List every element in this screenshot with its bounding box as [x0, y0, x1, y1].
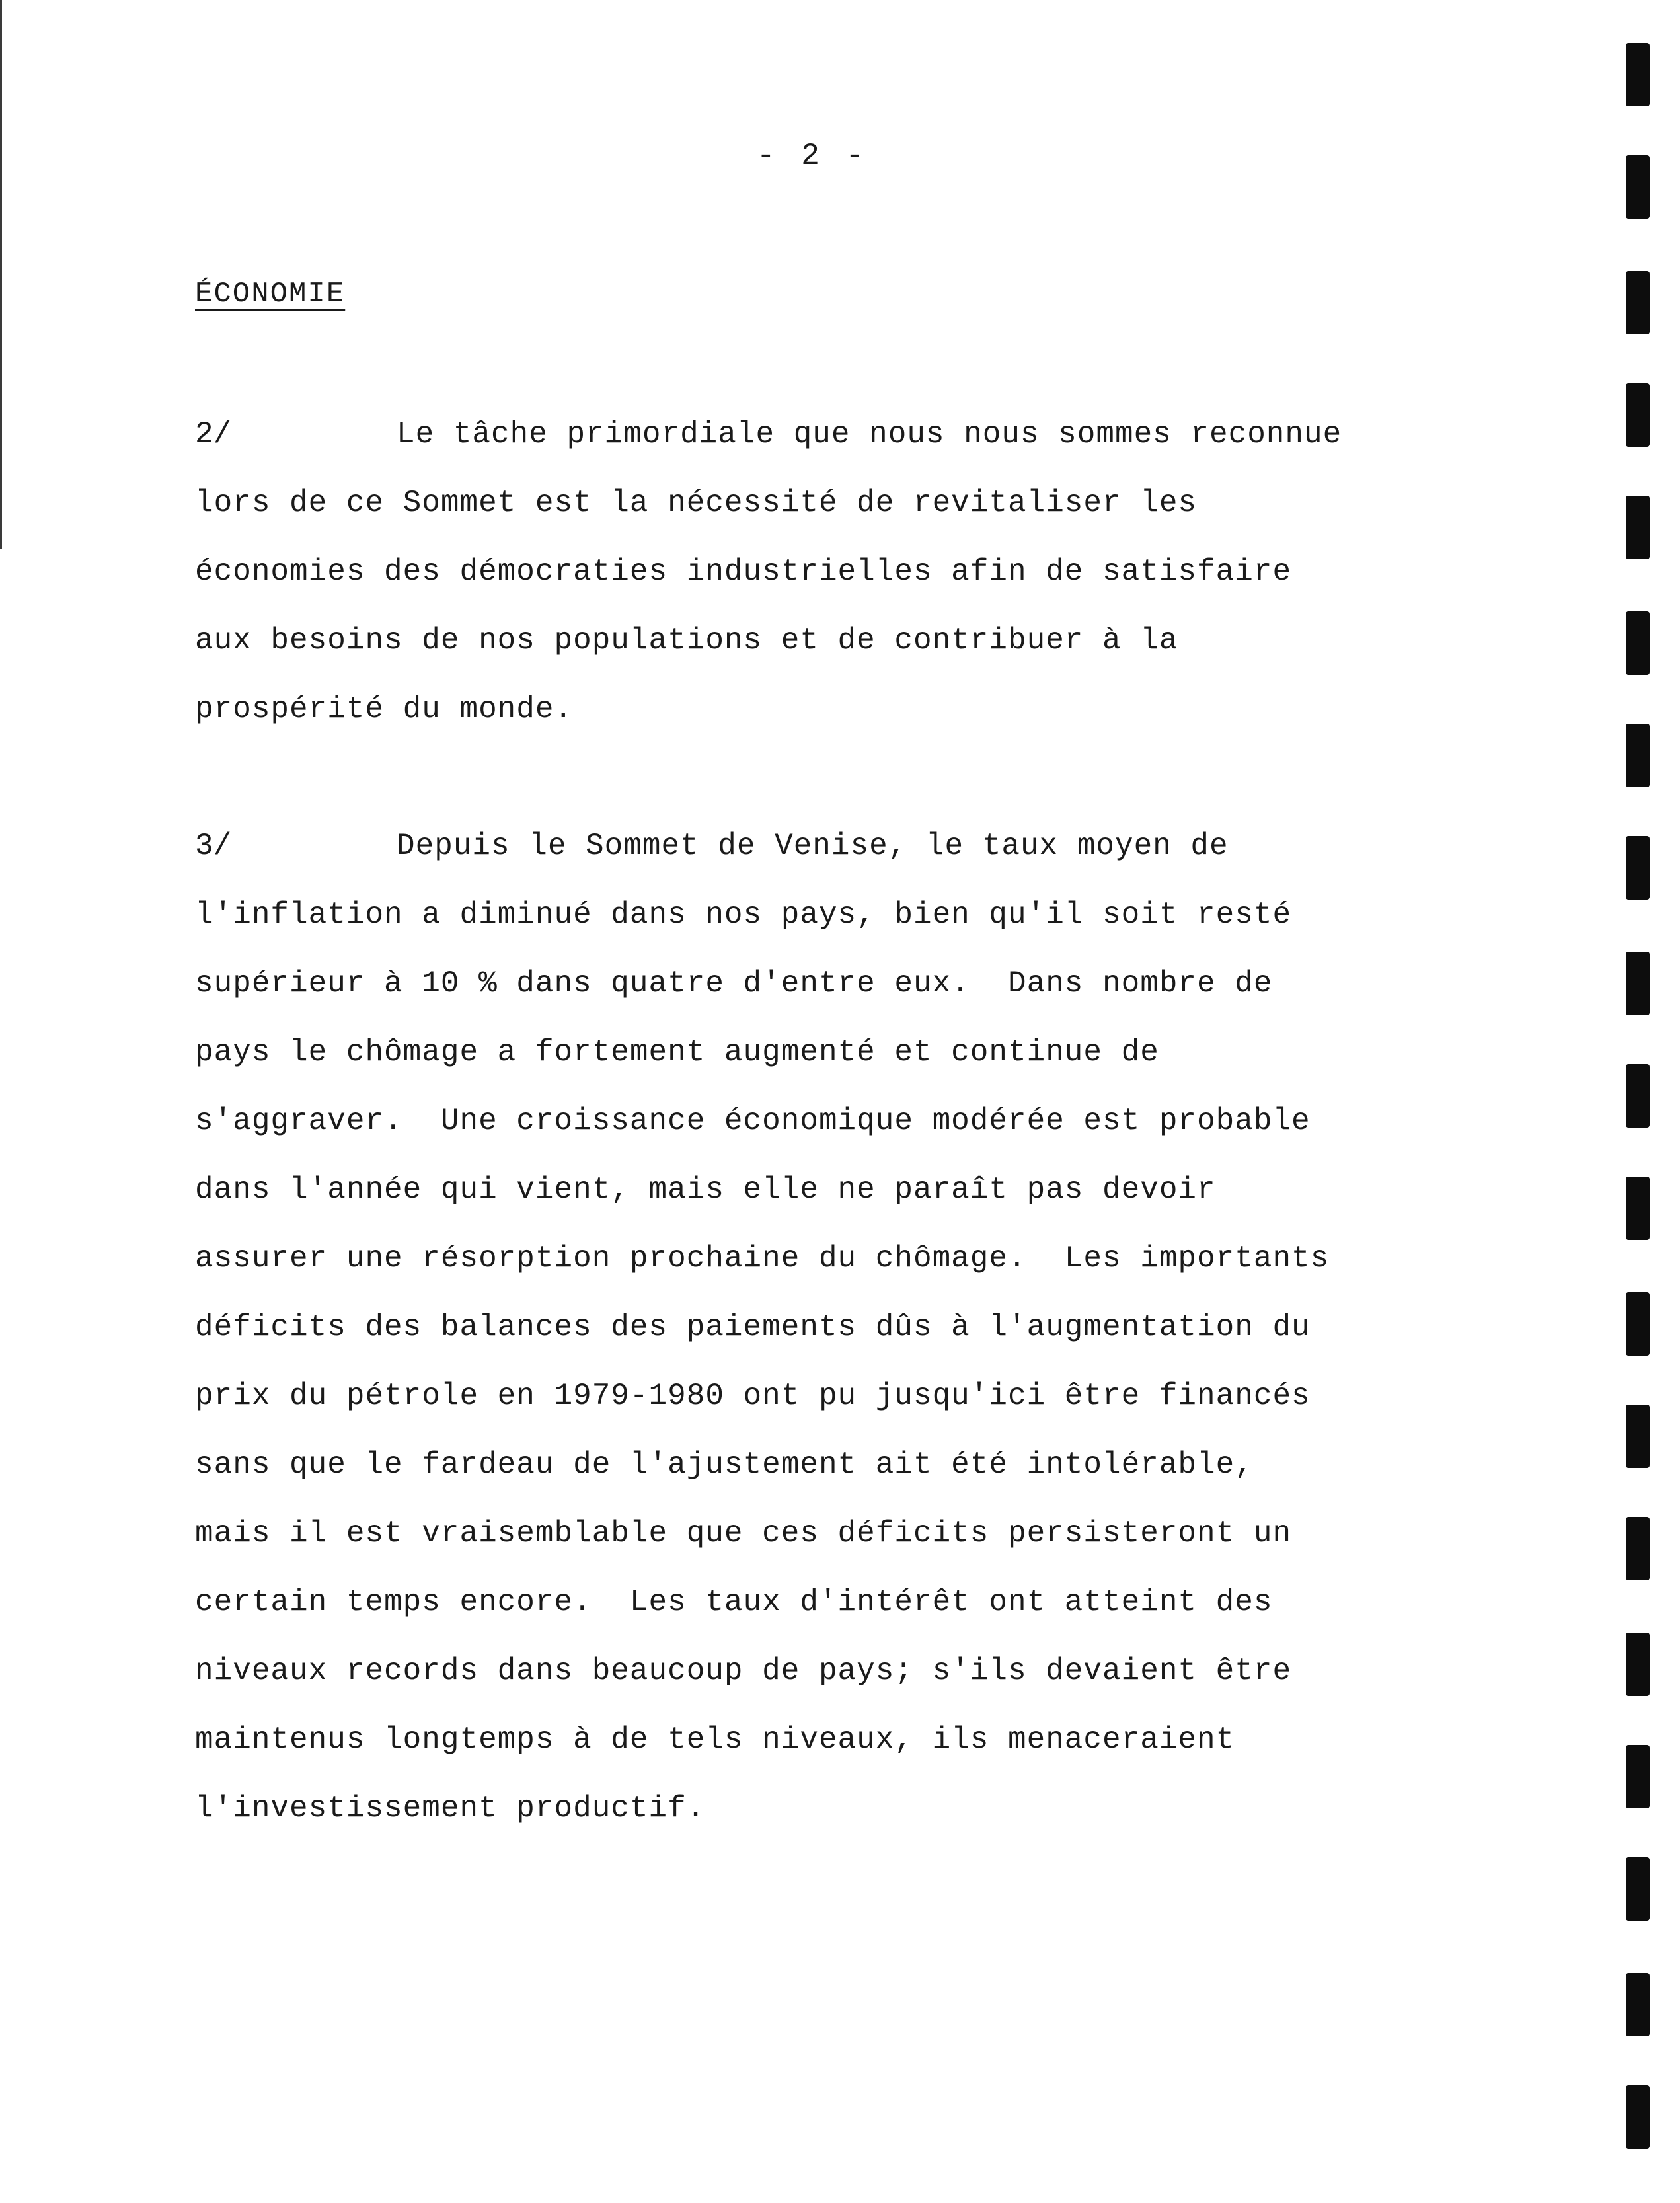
paragraph-line: sans que le fardeau de l'ajustement ait été intolérable,	[195, 1448, 1254, 1482]
film-mark	[1626, 1292, 1650, 1356]
paragraph-2	[195, 400, 1424, 744]
paragraph-line: supérieur à 10 % dans quatre d'entre eux. Dans nombre de	[195, 966, 1273, 1001]
paragraph-line: certain temps encore. Les taux d'intérêt ont atteint des	[195, 1585, 1273, 1619]
paragraph-line: dans l'année qui vient, mais elle ne paraît pas devoir	[195, 1173, 1216, 1207]
film-mark	[1626, 2085, 1650, 2149]
paragraph-line: Depuis le Sommet de Venise, le taux moyen de	[397, 829, 1229, 863]
paragraph-line: l'inflation a diminué dans nos pays, bien qu'il soit resté	[195, 898, 1292, 932]
paragraph-line: l'investissement productif.	[195, 1791, 706, 1826]
film-mark	[1626, 496, 1650, 559]
paragraph-line: assurer une résorption prochaine du chômage. Les importants	[195, 1241, 1330, 1276]
film-mark	[1626, 1064, 1650, 1128]
film-mark	[1626, 724, 1650, 787]
paragraph-number: 2/	[195, 417, 232, 451]
paragraph-line: niveaux records dans beaucoup de pays; s'ils devaient être	[195, 1654, 1292, 1688]
paragraph-line: lors de ce Sommet est la nécessité de revitaliser les	[195, 486, 1198, 520]
film-mark	[1626, 1405, 1650, 1468]
paragraph-line: pays le chômage a fortement augmenté et continue de	[195, 1035, 1159, 1069]
scan-filmstrip	[1626, 0, 1652, 2203]
paragraph-line: s'aggraver. Une croissance économique modérée est probable	[195, 1104, 1311, 1138]
paragraph-number: 3/	[195, 829, 232, 863]
film-mark	[1626, 383, 1650, 447]
paragraph-line: déficits des balances des paiements dûs à l'augmentation du	[195, 1310, 1311, 1344]
paragraph-3	[195, 812, 1424, 1843]
film-mark	[1626, 155, 1650, 219]
film-mark	[1626, 1517, 1650, 1580]
paragraph-line: aux besoins de nos populations et de contribuer à la	[195, 623, 1178, 658]
paragraph-line: maintenus longtemps à de tels niveaux, ils menaceraient	[195, 1722, 1235, 1757]
page-left-edge	[0, 0, 2, 549]
paragraph-line: mais il est vraisemblable que ces déficits persisteront un	[195, 1516, 1292, 1551]
film-mark	[1626, 1745, 1650, 1808]
film-mark	[1626, 1177, 1650, 1240]
paragraph-line: économies des démocraties industrielles afin de satisfaire	[195, 555, 1292, 589]
film-mark	[1626, 271, 1650, 334]
paragraph-line: prospérité du monde.	[195, 692, 574, 726]
paragraph-line: Le tâche primordiale que nous nous sommes reconnue	[397, 417, 1342, 451]
film-mark	[1626, 43, 1650, 106]
film-mark	[1626, 611, 1650, 675]
film-mark	[1626, 952, 1650, 1015]
film-mark	[1626, 1973, 1650, 2036]
film-mark	[1626, 1857, 1650, 1921]
film-mark	[1626, 836, 1650, 900]
page-number: - 2 -	[757, 139, 868, 173]
section-heading: ÉCONOMIE	[195, 278, 346, 311]
film-mark	[1626, 1633, 1650, 1696]
paragraph-line: prix du pétrole en 1979-1980 ont pu jusqu'ici être financés	[195, 1379, 1311, 1413]
